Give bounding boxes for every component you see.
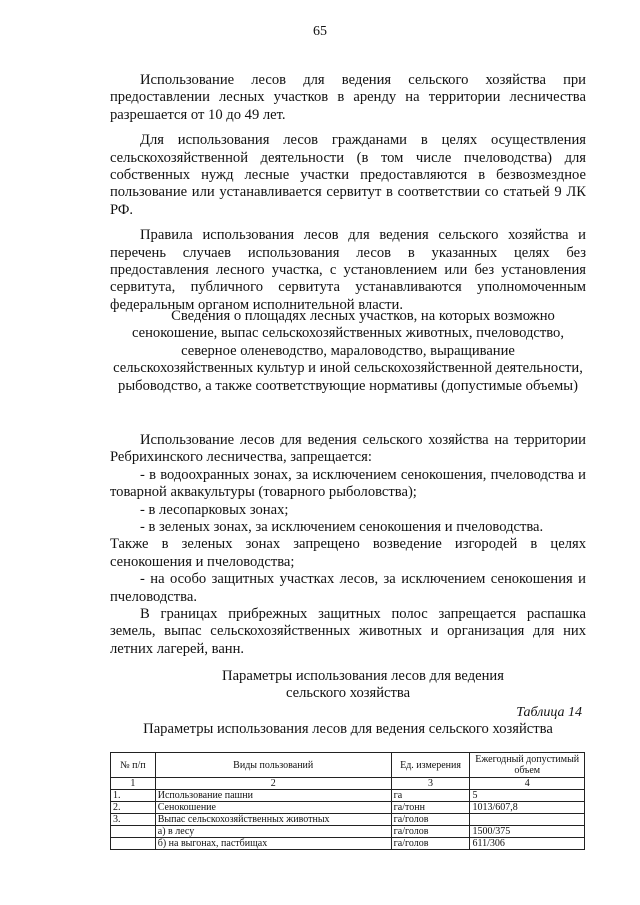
column-header: Ед. измерения	[391, 753, 470, 778]
table-cell: га/голов	[391, 826, 470, 838]
table-cell	[470, 814, 585, 826]
list-item: - в водоохранных зонах, за исключением сенокошения, пчеловодства и товарной аквакультуры (товарного рыболовства);	[110, 466, 586, 501]
table-cell: 1.	[111, 790, 156, 802]
section-heading-params	[180, 668, 516, 703]
column-number: 4	[470, 778, 585, 790]
parameters-table	[110, 752, 585, 850]
paragraph: В границах прибрежных защитных полос запрещается распашка земель, выпас сельскохозяйственных животных и организация для них летних лагерей, ванн.	[110, 606, 586, 657]
table-cell: га/голов	[391, 838, 470, 850]
column-header: № п/п	[111, 753, 156, 778]
table-cell: 1500/375	[470, 826, 585, 838]
table-row	[111, 790, 585, 802]
table-cell	[111, 826, 156, 838]
table-cell: Выпас сельскохозяйственных животных	[155, 814, 391, 826]
table-cell: 1013/607,8	[470, 802, 585, 814]
table-cell: б) на выгонах, пастбищах	[155, 838, 391, 850]
table-row	[111, 802, 585, 814]
column-number: 1	[111, 778, 156, 790]
table-cell: Использование пашни	[155, 790, 391, 802]
table-cell: га/тонн	[391, 802, 470, 814]
table-header-row	[111, 753, 585, 778]
table-cell: а) в лесу	[155, 826, 391, 838]
column-number: 2	[155, 778, 391, 790]
table-cell: 611/306	[470, 838, 585, 850]
section-heading-areas	[110, 308, 586, 395]
paragraph: Использование лесов для ведения сельского хозяйства при предоставлении лесных участков в аренду на территории лесничества разрешается от 10 до 49 лет.	[110, 72, 586, 123]
table-number: Таблица 14	[516, 705, 582, 720]
section-heading: Параметры использования лесов для ведения сельского хозяйства	[222, 668, 504, 702]
page-number: 65	[313, 24, 327, 39]
paragraph: Правила использования лесов для ведения сельского хозяйства и перечень случаев использования лесов в указанных целях без предоставления лесного участка, с установлением или без установления сервитута, публичного сервитута устанавливаются уполномоченным федеральным органом исполнительной власти.	[110, 227, 586, 313]
table-row	[111, 814, 585, 826]
paragraph: Использование лесов для ведения сельского хозяйства на территории Ребрихинского лесничества, запрещается:	[110, 432, 586, 466]
table-cell: 5	[470, 790, 585, 802]
section-heading: Сведения о площадях лесных участков, на которых возможно сенокошение, выпас сельскохозяйственных животных, пчеловодство, северное оленеводство, мараловодство, выращивание сельскохозяйственных культур и иной сельскохозяйственной деятельности, рыбоводство, а также соответствующие нормативы (допустимые объемы)	[113, 308, 583, 394]
table-cell: га/голов	[391, 814, 470, 826]
table-cell: га	[391, 790, 470, 802]
section-restrictions	[110, 432, 586, 658]
list-item: - в зеленых зонах, за исключением сенокошения и пчеловодства.	[140, 519, 544, 536]
table-cell	[111, 838, 156, 850]
table-row	[111, 838, 585, 850]
column-number: 3	[391, 778, 470, 790]
list-item: - в лесопарковых зонах;	[140, 501, 289, 518]
paragraph: Для использования лесов гражданами в целях осуществления сельскохозяйственной деятельности (в том числе пчеловодства) для собственных нужд лесные участки предоставляются в безвозмездное пользование или устанавливается сервитут в соответствии со статьей 9 ЛК РФ.	[110, 132, 586, 218]
table-cell: Сенокошение	[155, 802, 391, 814]
table-row	[111, 826, 585, 838]
column-header: Виды пользований	[155, 753, 391, 778]
column-number-row	[111, 778, 585, 790]
column-header: Ежегодный допустимый объем	[470, 753, 585, 778]
list-item: - на особо защитных участках лесов, за исключением сенокошения и пчеловодства.	[110, 571, 586, 605]
section-lease-terms	[110, 72, 586, 314]
table-title: Параметры использования лесов для ведения сельского хозяйства	[143, 721, 553, 737]
table-cell: 2.	[111, 802, 156, 814]
table-cell: 3.	[111, 814, 156, 826]
paragraph: Также в зеленых зонах запрещено возведение изгородей в целях сенокошения и пчеловодства;	[110, 536, 586, 570]
